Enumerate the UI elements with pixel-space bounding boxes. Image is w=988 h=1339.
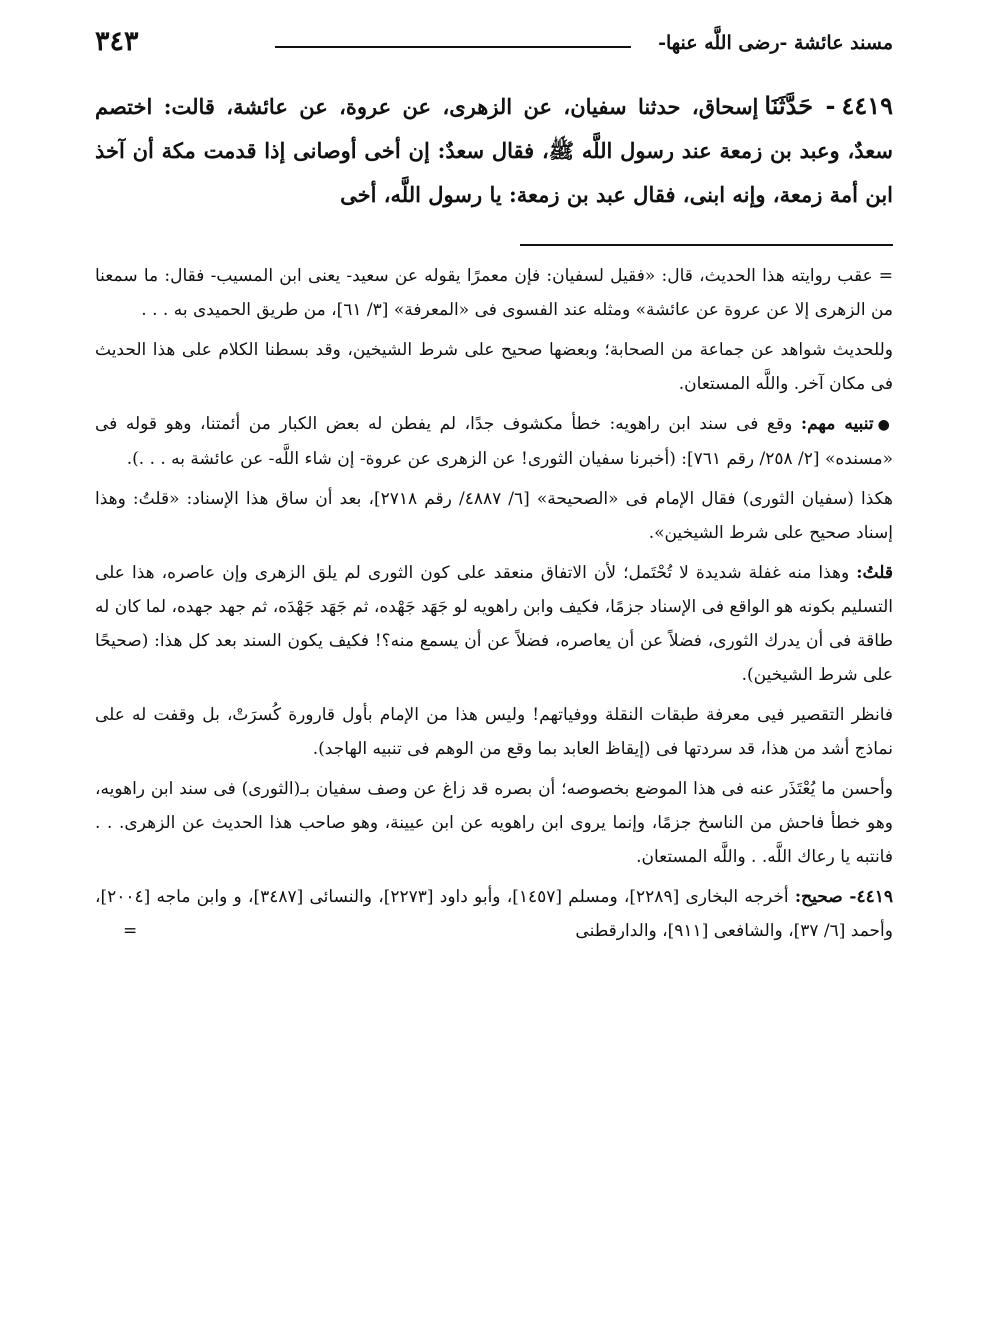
footnote-paragraph	[95, 880, 893, 948]
footnote-text: وأحسن ما يُعْتَذَر عنه فى هذا الموضع بخصوصه؛ أن بصره قد زاغ عن وصف سفيان بـ(الثورى) فى سند ابن راهويه، وهو خطأ فاحش من الناسخ جزمًا، وإنما يروى ابن راهويه عن ابن عيينة، وهو صاحب هذا الحديث عن الزهرى. . . فانتبه يا رعاك اللَّه. . واللَّه المستعان.	[95, 779, 893, 867]
footnote-text: وقع فى سند ابن راهويه: خطأ مكشوف جدًا، لم يفطن له بعض الكبار من أئمتنا، وهو قوله فى «مسنده» [٢/ ٢٥٨/ رقم ٧٦١]: (أخبرنا سفيان الثورى! عن الزهرى عن عروة- إن شاء اللَّه- عن عائشة به . . .).	[95, 414, 893, 469]
hadith-number: ٤٤١٩	[841, 91, 893, 120]
page-number: ٣٤٣	[95, 26, 139, 57]
footnote-text: هكذا (سفيان الثورى) فقال الإمام فى «الصحيحة» [٦/ ٤٨٨٧/ رقم ٢٧١٨]، بعد أن ساق هذا الإسناد: «قلتُ: وهذا إسناد صحيح على شرط الشيخين».	[95, 489, 893, 543]
footnote-paragraph	[95, 333, 893, 401]
footnote-paragraph	[95, 482, 893, 550]
continuation-marker: =	[123, 921, 138, 941]
footnote-text: وللحديث شواهد عن جماعة من الصحابة؛ وبعضها صحيح على شرط الشيخين، وقد بسطنا الكلام على هذا الحديث فى مكان آخر. واللَّه المستعان.	[95, 340, 893, 394]
continuation-marker: =	[878, 266, 893, 286]
hadith-text: إسحاق، حدثنا سفيان، عن الزهرى، عن عروة، عن عائشة، قالت: اختصم سعدٌ، وعبد بن زمعة عند رسول اللَّه ﷺ، فقال سعدٌ: إن أخى أوصانى إذا قدمت مكة أن آخذ ابن أمة زمعة، وإنه ابنى، فقال عبد بن زمعة: يا رسول اللَّه، أخى	[95, 94, 893, 207]
footnote-separator	[520, 244, 893, 246]
footnote-paragraph	[95, 556, 893, 692]
bullet-icon: ●	[877, 417, 894, 433]
footnote-lead: تنبيه مهم:	[800, 414, 874, 434]
page-header	[95, 26, 893, 62]
footnote-lead: قلتُ:	[856, 563, 893, 583]
header-rule	[275, 46, 631, 48]
hadith-opener: - حَدَّثَنَا	[764, 91, 836, 120]
footnote-paragraph	[95, 698, 893, 766]
footnote-paragraph	[95, 259, 893, 327]
footnote-paragraph	[95, 407, 893, 476]
main-hadith	[95, 84, 893, 217]
footnote-text: وهذا منه غفلة شديدة لا تُحْتَمل؛ لأن الاتفاق منعقد على كون الثورى لم يلق الزهرى وإن عاصره، هذا على التسليم بكونه هو الواقع فى الإسناد جزمًا، فكيف وابن راهويه لو جَهَد جَهْده، ثم جَهَد جَهْدَه، ثم جهد جهده، لما كان له طاقة فى أن يدرك الثورى، فضلاً عن أن يعاصره، فضلاً عن أن يسمع منه؟! فكيف يكون السند بعد كل هذا: (صحيحًا على شرط الشيخين).	[95, 563, 893, 685]
running-title: مسند عائشة -رضى اللَّه عنها-	[658, 32, 893, 54]
footnote-paragraph	[95, 772, 893, 874]
footnote-text: فانظر التقصير فيى معرفة طبقات النقلة ووفياتهم! وليس هذا من الإمام بأول قارورة كُسرَتْ، بل وقفت له على نماذج أشد من هذا، قد سردتها فى (إيقاظ العابد بما وقع من الوهم فى تنبيه الهاجد).	[95, 705, 893, 759]
footnote-text: عقب روايته هذا الحديث، قال: «فقيل لسفيان: فإن معمرًا يقوله عن سعيد- يعنى ابن المسيب- فقال: ما سمعنا من الزهرى إلا عن عروة عن عائشة» ومثله عند الفسوى فى «المعرفة» [٣/ ٦١]، من طريق الحميدى به . . .	[95, 266, 893, 320]
footnote-lead: ٤٤١٩- صحيح:	[794, 887, 894, 907]
footnotes	[95, 259, 893, 952]
footnote-text: أخرجه البخارى [٢٢٨٩]، ومسلم [١٤٥٧]، وأبو داود [٢٢٧٣]، والنسائى [٣٤٨٧]، و وابن ماجه [٢٠٠٤]، وأحمد [٦/ ٣٧]، والشافعى [٩١١]، والدارقطنى	[95, 887, 893, 941]
